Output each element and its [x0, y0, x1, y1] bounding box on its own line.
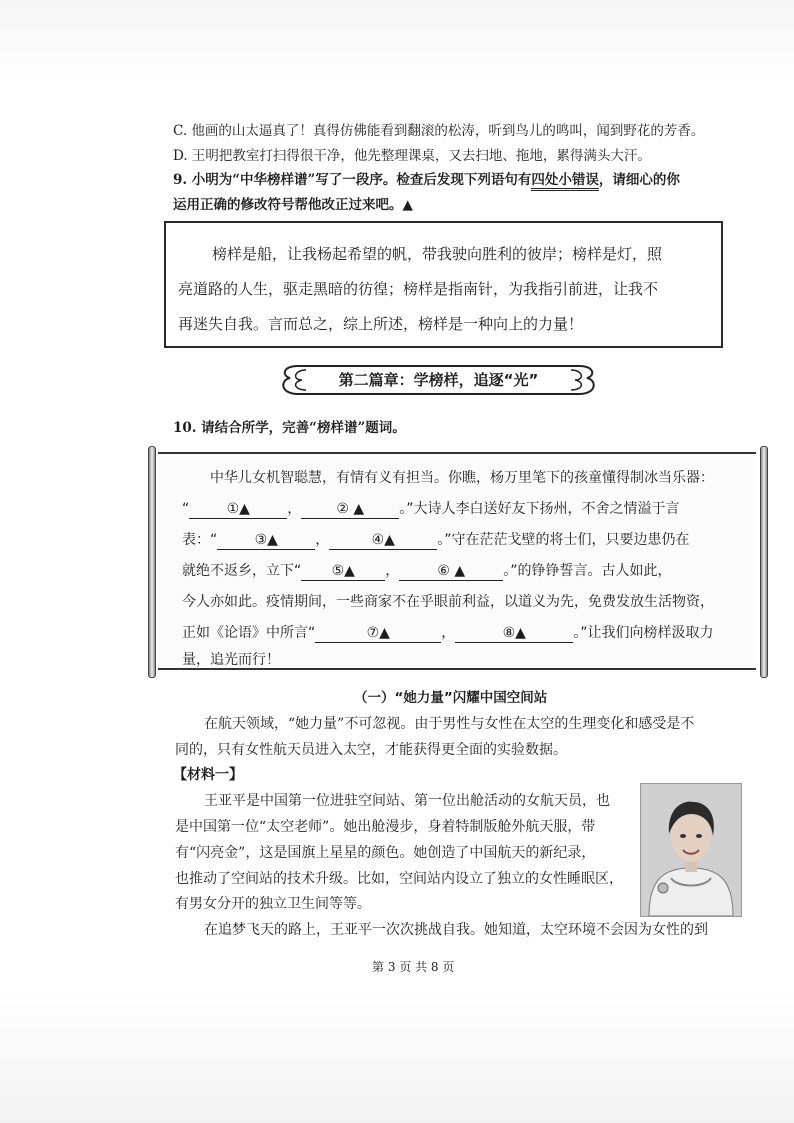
blank-8[interactable]: ⑧▲	[455, 624, 573, 643]
q10-line6-comma: ，	[441, 625, 456, 641]
scroll-rod-right	[760, 446, 768, 678]
chapter-banner	[276, 360, 601, 400]
q10-line4	[182, 561, 672, 581]
question-10-prompt: 10. 请结合所学，完善“榜样谱”题词。	[173, 420, 406, 436]
q10-line2-rest: 。”大诗人李白送好友下扬州，不舍之情溢于言	[399, 501, 680, 517]
q10-line1: 中华儿女机智聪慧，有情有义有担当。你瞧，杨万里笔下的孩童懂得制冰当乐器：	[210, 470, 714, 486]
q10-line6	[182, 623, 714, 643]
q10-line3-pre: 表：“	[182, 532, 218, 548]
q9-passage-box	[164, 221, 723, 348]
blank-3[interactable]: ③▲	[217, 531, 315, 550]
q10-line2	[182, 499, 680, 519]
q10-line2-open: “	[182, 501, 190, 517]
material-line6: 在追梦飞天的路上，王亚平一次次挑战自我。她知道，太空环境不会因为女性的到	[204, 922, 708, 938]
q10-line4-comma: ，	[385, 563, 400, 579]
section-intro-line2: 同的，只有女性航天员进入太空，才能获得更全面的实验数据。	[175, 742, 567, 758]
blank-1[interactable]: ①▲	[189, 500, 287, 519]
astronaut-portrait-icon	[641, 784, 741, 916]
section-heading: （一）“她力量”闪耀中国空间站	[354, 690, 548, 706]
q10-line3-rest: 。”守在茫茫戈壁的将士们，只要边患仍在	[437, 532, 690, 548]
material-line2: 是中国第一位“太空老师”。她出舱漫步，身着特制版舱外航天服，带	[175, 819, 596, 835]
q9-passage-line1: 榜样是船，让我杨起希望的帆，带我驶向胜利的彼岸；榜样是灯，照	[212, 245, 663, 263]
q9-text-a: 9. 小明为“中华榜样谱”写了一段序。检查后发现下列语句有	[173, 172, 532, 188]
scroll-rod-left	[148, 446, 156, 678]
material-line3: 有“闪亮金”，这是国旗上星星的颜色。她创造了中国航天的新纪录，	[175, 845, 596, 861]
option-c: C. 他画的山太逼真了！真得仿佛能看到翻滚的松涛，听到鸟儿的鸣叫，闻到野花的芳香。	[173, 123, 705, 139]
q10-line3	[182, 530, 690, 550]
astronaut-photo	[640, 783, 742, 917]
section-intro-line1: 在航天领域，“她力量”不可忽视。由于男性与女性在太空的生理变化和感受是不	[204, 716, 695, 732]
blank-4[interactable]: ④▲	[329, 531, 437, 550]
q10-scroll-paper	[158, 452, 756, 670]
blank-5[interactable]: ⑤▲	[301, 562, 385, 581]
q10-line7: 量，追光而行！	[182, 652, 280, 668]
option-d: D. 王明把教室打扫得很干净，他先整理课桌，又去扫地、拖地，累得满头大汗。	[173, 148, 651, 164]
q9-passage-line3: 再迷失自我。言而总之，综上所述，榜样是一种向上的力量！	[178, 315, 584, 333]
blank-6[interactable]: ⑥ ▲	[399, 562, 503, 581]
material-line1: 王亚平是中国第一位进驻空间站、第一位出舱活动的女航天员，也	[204, 793, 610, 809]
chapter-title: 第二篇章：学榜样，追逐“光”	[338, 371, 539, 389]
q9-marked-text: 四处小错误	[531, 172, 599, 191]
q9-text-b: ，请细心的你	[598, 172, 680, 188]
q9-passage-line2: 亮道路的人生，驱走黑暗的彷徨；榜样是指南针，为我指引前进，让我不	[178, 280, 659, 298]
material-line4: 也推动了空间站的技术升级。比如，空间站内设立了独立的女性睡眠区，	[175, 871, 623, 887]
q10-line4-rest: 。”的铮铮誓言。古人如此，	[503, 563, 672, 579]
q10-line3-comma: ，	[315, 532, 330, 548]
q10-line5: 今人亦如此。疫情期间，一些商家不在乎眼前利益，以道义为先，免费发放生活物资，	[182, 594, 714, 610]
q10-line4-pre: 就绝不返乡，立下“	[182, 563, 302, 579]
material-line5: 有男女分开的独立卫生间等等。	[175, 896, 371, 912]
question-9-line2: 运用正确的修改符号帮他改正过来吧。▲	[173, 197, 413, 213]
q10-line6-pre: 正如《论语》中所言“	[182, 625, 316, 641]
q10-scroll-frame	[148, 446, 768, 678]
q10-line2-comma: ，	[287, 501, 302, 517]
page-number: 第 3 页 共 8 页	[372, 960, 455, 974]
blank-7[interactable]: ⑦▲	[315, 624, 441, 643]
blank-2[interactable]: ② ▲	[301, 500, 399, 519]
q10-line6-rest: 。”让我们向榜样汲取力	[573, 625, 714, 641]
material-label: 【材料一】	[173, 767, 243, 783]
question-9-line1	[173, 170, 680, 190]
